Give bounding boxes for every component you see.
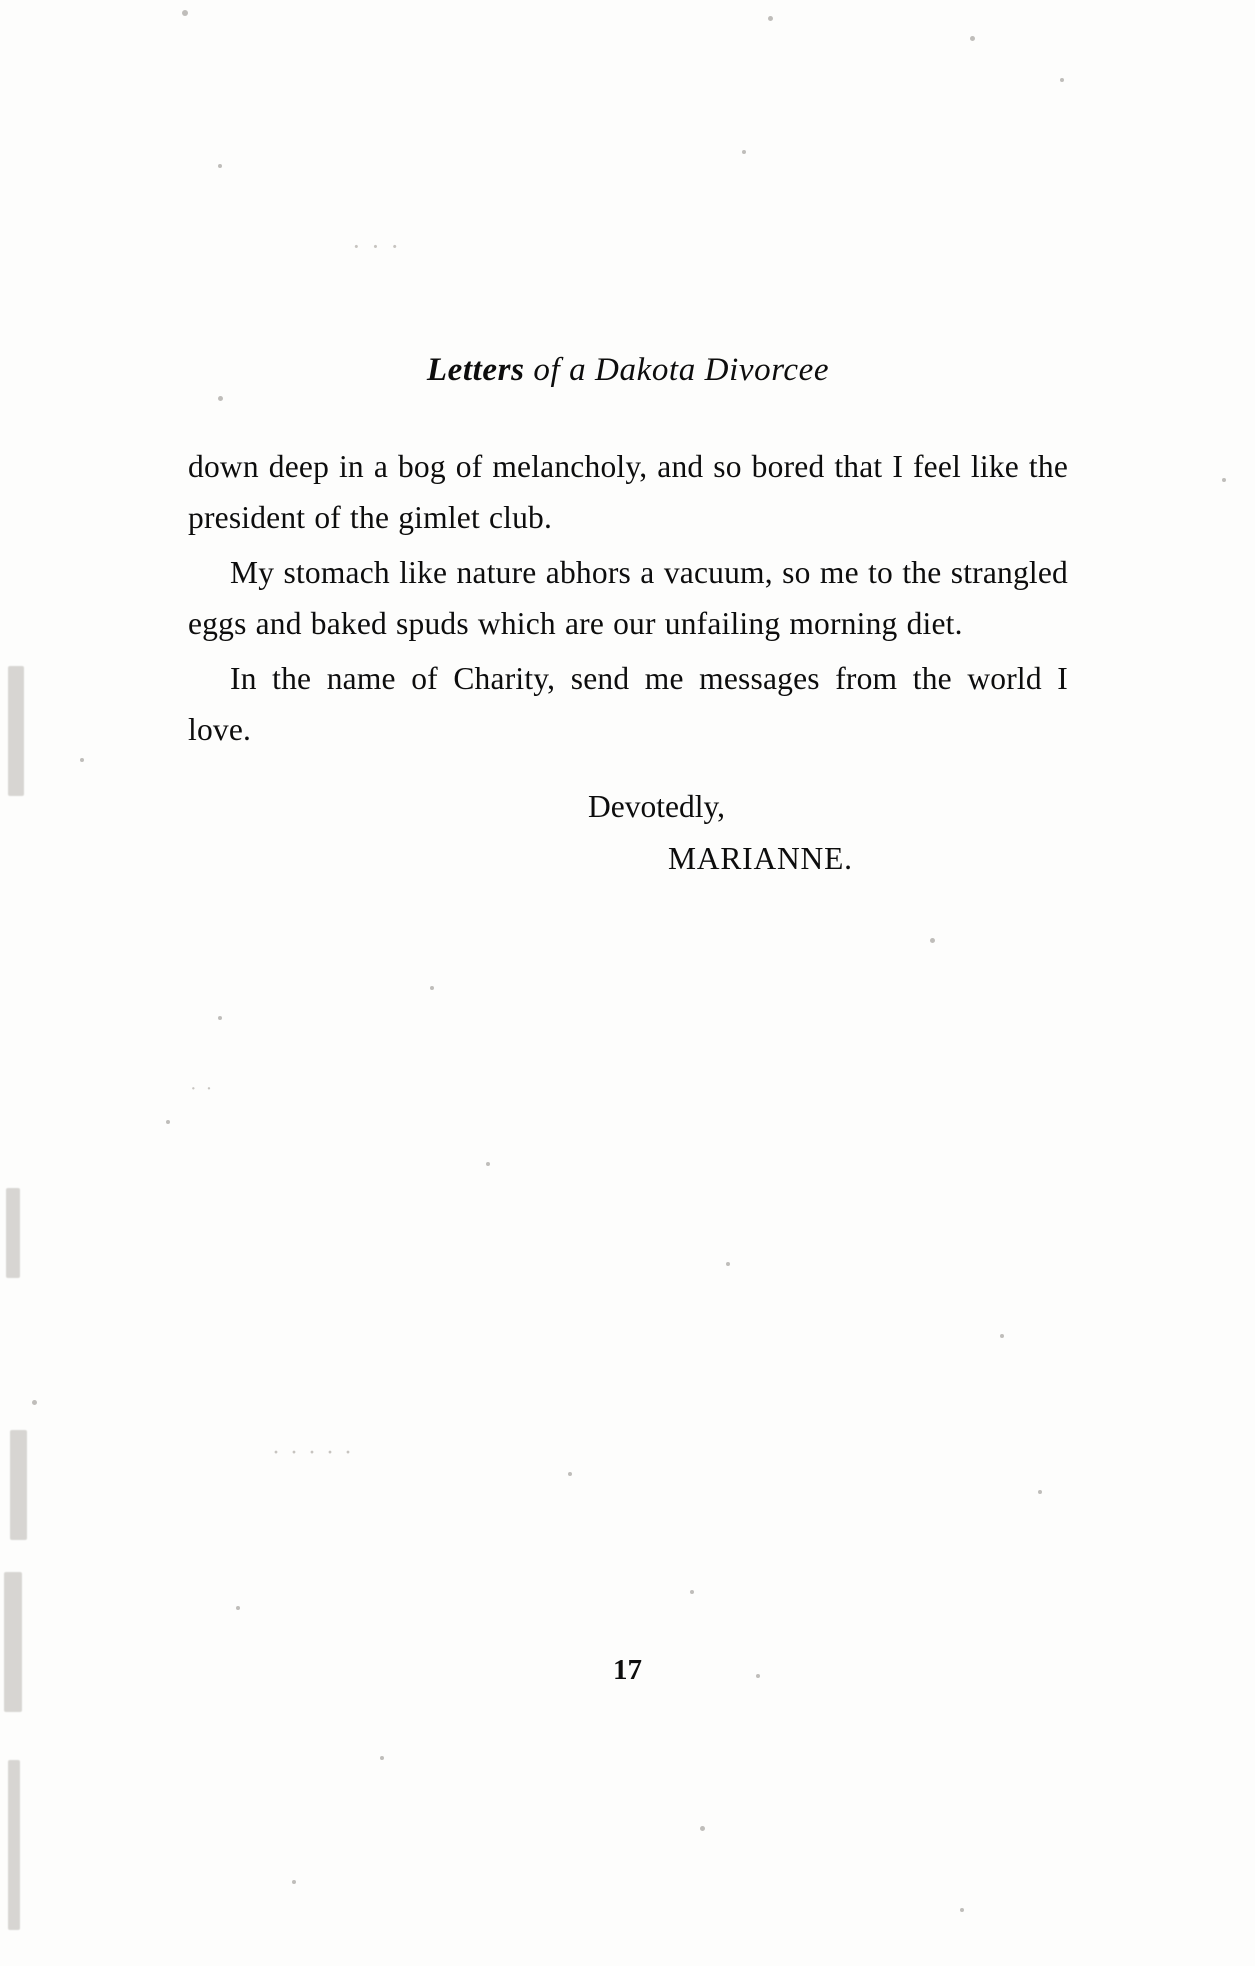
scan-smudge [6, 1188, 20, 1278]
paragraph-2: My stomach like nature abhors a vacuum, so me to the strangled eggs and baked spuds which are our unfailing morning diet. [188, 555, 1068, 641]
running-head-rest: of a Dakota Divorcee [524, 352, 830, 388]
paragraph-1: down deep in a bog of melancholy, and so bored that I feel like the president of the gimlet club. [188, 449, 1068, 535]
signature: MARIANNE. [668, 841, 853, 876]
scan-speck [80, 758, 84, 762]
scan-speck [700, 1826, 705, 1831]
scan-speck [218, 1016, 222, 1020]
scan-speck [690, 1590, 694, 1594]
scan-speck [1000, 1334, 1004, 1338]
scan-speck [1060, 78, 1064, 82]
scan-ghost-mark-top: · · · [352, 232, 401, 261]
running-head-lead: Letters [426, 352, 525, 388]
scan-smudge [4, 1572, 22, 1712]
scan-speck [166, 1120, 170, 1124]
scan-speck [960, 1908, 964, 1912]
paragraph-3: In the name of Charity, send me messages from the world I love. [188, 661, 1068, 747]
scan-speck [218, 164, 222, 168]
scan-speck [486, 1162, 490, 1166]
running-head [188, 352, 1068, 389]
scan-speck [742, 150, 746, 154]
scan-smudge [10, 1430, 27, 1540]
scan-speck [292, 1880, 296, 1884]
scan-speck [380, 1756, 384, 1760]
scan-ghost-mark-mid: · · [190, 1078, 215, 1100]
scan-smudge [8, 666, 24, 796]
valediction: Devotedly, [588, 789, 726, 824]
scan-speck [726, 1262, 730, 1266]
page-text-column [188, 352, 1068, 885]
closing-block [188, 781, 1068, 885]
scan-smudge [8, 1760, 20, 1930]
scan-speck [930, 938, 935, 943]
scan-speck [568, 1472, 572, 1476]
scan-speck [970, 36, 975, 41]
scan-speck [430, 986, 434, 990]
scan-speck [1222, 478, 1226, 482]
scan-speck [768, 16, 773, 21]
scan-speck [1038, 1490, 1042, 1494]
scan-speck [32, 1400, 37, 1405]
scan-speck [182, 10, 188, 16]
scan-speck [236, 1606, 240, 1610]
page-number: 17 [613, 1654, 642, 1686]
scan-ghost-mark-lower: · · · · · [272, 1440, 354, 1466]
